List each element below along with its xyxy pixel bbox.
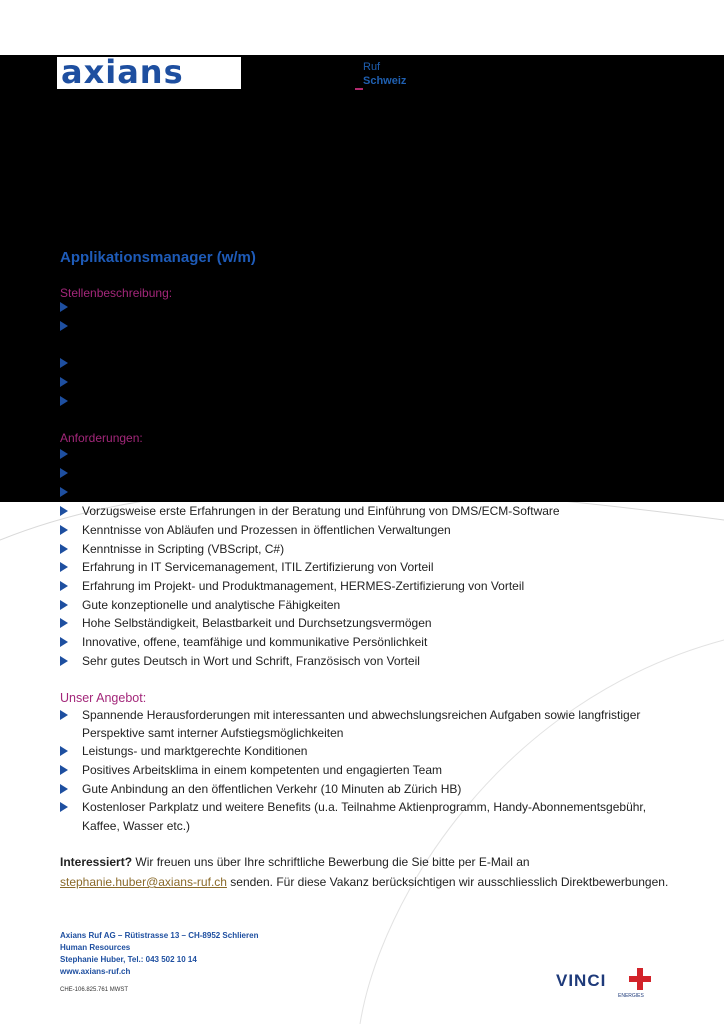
company-name-line2: Schweiz bbox=[363, 75, 407, 87]
bullet-icon bbox=[60, 377, 68, 387]
bullet-icon bbox=[60, 302, 68, 312]
offer-item: Leistungs- und marktgerechte Konditionen bbox=[82, 744, 308, 758]
bullet-icon bbox=[60, 544, 68, 554]
bullet-icon bbox=[60, 449, 68, 459]
footer-vat: CHE-106.825.761 MWST bbox=[60, 987, 129, 993]
closing-text-2: senden. Für diese Vakanz berücksichtigen wir ausschliesslich Direktbewerbungen. bbox=[226, 875, 669, 889]
closing-bold: Interessiert? bbox=[60, 855, 133, 869]
bullet-icon bbox=[60, 468, 68, 478]
offer-item: Spannende Herausforderungen mit interessanten und abwechslungsreichen Aufgaben sowie langfristiger bbox=[82, 708, 641, 722]
footer-website[interactable]: www.axians-ruf.ch bbox=[60, 967, 131, 976]
bullet-icon bbox=[60, 637, 68, 647]
requirement-item: Vorzugsweise erste Erfahrungen in der Beratung und Einführung von DMS/ECM-Software bbox=[82, 504, 560, 518]
vinci-energies-logo bbox=[556, 966, 666, 1005]
bullet-icon bbox=[60, 506, 68, 516]
offer-label: Unser Angebot: bbox=[60, 691, 147, 705]
requirement-item: Erfahrung im Projekt- und Produktmanagement, HERMES-Zertifizierung von Vorteil bbox=[82, 579, 525, 593]
requirement-item: Sehr gutes Deutsch in Wort und Schrift, Französisch von Vorteil bbox=[82, 654, 420, 668]
bullet-icon bbox=[60, 656, 68, 666]
offer-item: Gute Anbindung an den öffentlichen Verkehr (10 Minuten ab Zürich HB) bbox=[82, 782, 462, 796]
company-name-line1: Ruf bbox=[363, 61, 381, 73]
bullet-icon bbox=[60, 746, 68, 756]
vinci-brand: VINCI bbox=[556, 971, 607, 990]
bullet-icon bbox=[60, 802, 68, 812]
email-link[interactable]: stephanie.huber@axians-ruf.ch bbox=[60, 875, 227, 889]
bullet-icon bbox=[60, 618, 68, 628]
bullet-icon bbox=[60, 784, 68, 794]
offer-item: Positives Arbeitsklima in einem kompetenten und engagierten Team bbox=[82, 763, 442, 777]
offer-item-continuation: Kaffee, Wasser etc.) bbox=[82, 819, 191, 833]
offer-item-continuation: Perspektive samt interner Aufstiegsmöglichkeiten bbox=[82, 726, 344, 740]
bullet-icon bbox=[60, 710, 68, 720]
bullet-icon bbox=[60, 487, 68, 497]
logo-accent-dash bbox=[355, 88, 363, 90]
requirement-item: Kenntnisse von Abläufen und Prozessen in öffentlichen Verwaltungen bbox=[82, 523, 451, 537]
job-title: Applikationsmanager (w/m) bbox=[60, 249, 256, 266]
bullet-icon bbox=[60, 396, 68, 406]
vinci-sub: ENERGIES bbox=[618, 993, 644, 999]
bullet-icon bbox=[60, 600, 68, 610]
description-label: Stellenbeschreibung: bbox=[60, 286, 173, 300]
requirement-item: Hohe Selbständigkeit, Belastbarkeit und Durchsetzungsvermögen bbox=[82, 616, 432, 630]
requirement-item: Erfahrung in IT Servicemanagement, ITIL Zertifizierung von Vorteil bbox=[82, 560, 434, 574]
requirements-label: Anforderungen: bbox=[60, 431, 143, 445]
closing-paragraph bbox=[60, 852, 700, 892]
closing-text-1: Wir freuen uns über Ihre schriftliche Bewerbung die Sie bitte per E-Mail an bbox=[132, 855, 530, 869]
footer-contact: Stephanie Huber, Tel.: 043 502 10 14 bbox=[60, 955, 197, 964]
bullet-icon bbox=[60, 525, 68, 535]
footer-address-block bbox=[60, 930, 258, 978]
bullet-icon bbox=[60, 581, 68, 591]
bullet-icon bbox=[60, 562, 68, 572]
requirement-item: Innovative, offene, teamfähige und kommunikative Persönlichkeit bbox=[82, 635, 428, 649]
requirement-item: Gute konzeptionelle und analytische Fähigkeiten bbox=[82, 598, 341, 612]
requirement-item: Kenntnisse in Scripting (VBScript, C#) bbox=[82, 542, 285, 556]
bullet-icon bbox=[60, 358, 68, 368]
footer-department: Human Resources bbox=[60, 943, 131, 952]
offer-item: Kostenloser Parkplatz und weitere Benefits (u.a. Teilnahme Aktienprogramm, Handy-Abonnementsgebühr, bbox=[82, 800, 647, 814]
bullet-icon bbox=[60, 765, 68, 775]
bullet-icon bbox=[60, 321, 68, 331]
axians-logo: axians bbox=[57, 57, 241, 89]
footer-address: Axians Ruf AG – Rütistrasse 13 – CH-8952 Schlieren bbox=[60, 931, 259, 940]
